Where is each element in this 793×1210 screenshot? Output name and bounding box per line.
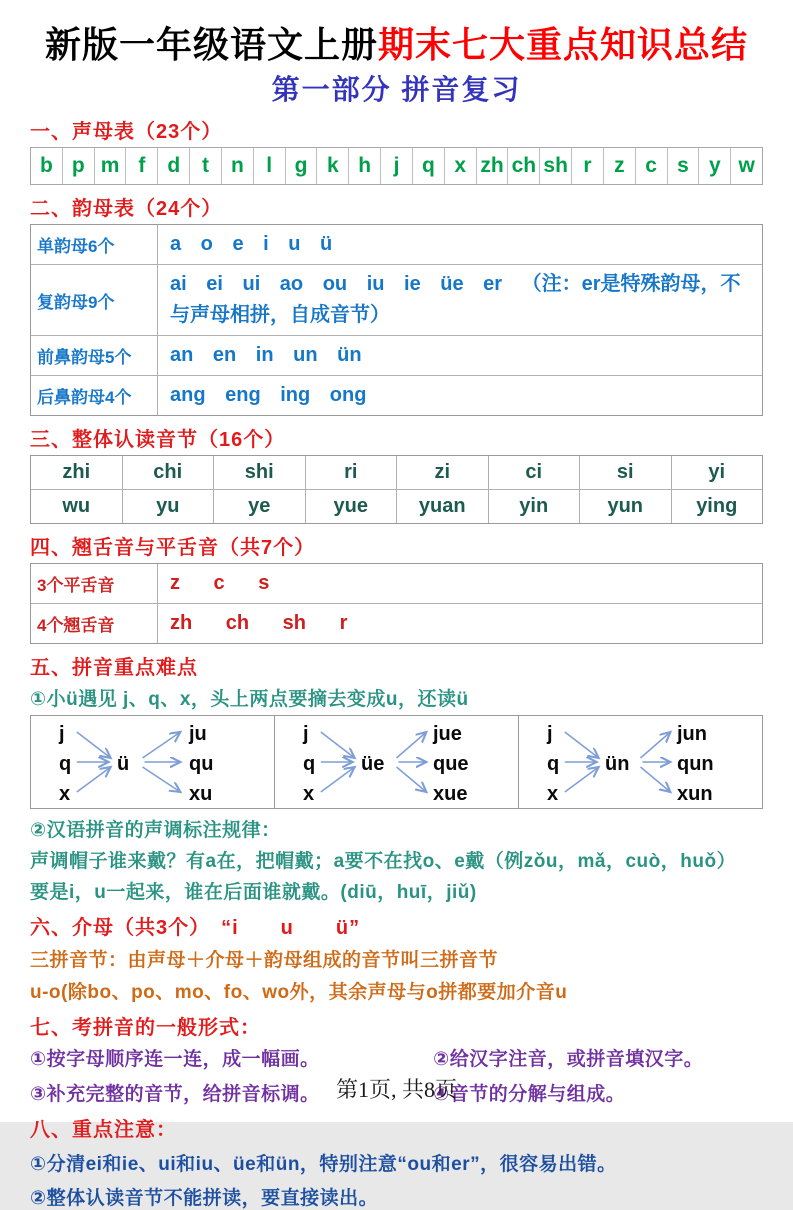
table-row [31,264,762,335]
page-title [30,24,763,65]
result-syllable: xue [433,783,468,806]
row-content: an en in un ün [170,344,362,367]
initial-letter: q [303,753,316,776]
section6-line2: u-o(除bo、po、mo、fo、wo外，其余声母与o拼都要加介音u [30,982,568,1004]
syllable-cell: shi [214,456,306,489]
result-syllable: xun [677,783,713,806]
page-number: 第1页, 共8页 [335,1077,457,1102]
arrow-lines [519,716,762,808]
syllable-cell: ying [696,495,738,518]
initial-cell: zh [477,148,509,184]
initial-cell: j [381,148,413,184]
umlaut-merge-diagram [30,715,763,809]
syllable-cell: yue [306,490,398,523]
page-title-black: 新版一年级语文上册 [44,24,378,65]
syllable-cell: ci [489,456,581,489]
initial-letter: j [547,723,553,746]
row-label: 3个平舌音 [31,564,158,603]
whole-syllable-table [30,455,763,524]
section5-point2: ②汉语拼音的声调标注规律： [30,820,281,842]
initial-cell: t [190,148,222,184]
tone-rule-line2: 要是i，u一起来，谁在后面谁就戴。(diū，huī，jiǔ) [30,882,477,904]
table-row [31,564,762,603]
result-syllable: qu [189,753,214,776]
initial-cell: k [317,148,349,184]
initial-cell: r [572,148,604,184]
syllable-cell: ye [214,490,306,523]
initial-cell: m [95,148,127,184]
syllable-cell: yun [580,490,672,523]
final-letter: ün [605,753,630,776]
section7-heading: 七、考拼音的一般形式： [30,1017,261,1040]
initial-cell: y [699,148,731,184]
section6-heading: 六、介母（共3个） “i u ü” [30,917,361,940]
arrow-lines [275,716,518,808]
row-content: zh ch sh r [170,612,348,635]
syllable-cell: yin [489,490,581,523]
result-syllable: jun [677,723,707,746]
table-row [31,375,762,415]
final-letter: üe [361,753,385,776]
section2-heading: 二、韵母表（24个） [30,198,223,221]
syllable-cell: ri [306,456,398,489]
list-item: ④音节的分解与组成。 [433,1084,626,1106]
initial-cell: s [668,148,700,184]
initial-cell: z [604,148,636,184]
initial-letter: q [59,753,72,776]
list-item: ①分清ei和ie、ui和iu、üe和ün，特别注意“ou和er”，很容易出错。 [30,1154,617,1176]
table-row [31,225,762,264]
initial-letter: x [303,783,315,806]
initial-cell: sh [540,148,572,184]
syllable-cell: wu [31,490,123,523]
initial-cell: g [286,148,318,184]
section8-heading: 八、重点注意： [30,1119,177,1142]
result-syllable: ju [189,723,207,746]
initial-letter: x [547,783,559,806]
initial-cell: b [31,148,63,184]
initial-letter: q [547,753,560,776]
syllable-cell: yi [708,461,726,484]
initials-table [30,147,763,185]
initial-cell: c [636,148,668,184]
initial-letter: j [59,723,65,746]
result-syllable: jue [433,723,462,746]
result-syllable: xu [189,783,213,806]
page-title-red: 期末七大重点知识总结 [378,24,749,65]
table-row [31,335,762,375]
row-content: ang eng ing ong [170,384,367,407]
syllable-cell: zhi [31,456,123,489]
syllable-cell: yuan [397,490,489,523]
initial-cell: q [413,148,445,184]
initial-cell: p [63,148,95,184]
syllable-cell: si [580,456,672,489]
result-syllable: qun [677,753,714,776]
initial-cell: w [738,154,755,178]
row-label: 后鼻韵母4个 [31,376,158,415]
initial-cell: ch [508,148,540,184]
list-item: ③补充完整的音节，给拼音标调。 [30,1084,320,1106]
list-item: ①按字母顺序连一连，成一幅画。 [30,1049,320,1071]
merge-panel-un [519,716,762,808]
initial-cell: x [445,148,477,184]
initial-letter: x [59,783,71,806]
finals-table [30,224,763,416]
list-item: ②整体认读音节不能拼读，要直接读出。 [30,1188,379,1210]
table-row [31,456,762,489]
section1-heading: 一、声母表（23个） [30,121,223,144]
syllable-cell: yu [123,490,215,523]
initial-cell: n [222,148,254,184]
merge-panel-ue [275,716,519,808]
page-subtitle: 第一部分 拼音复习 [271,74,522,106]
key-notes-list [30,1149,763,1210]
table-row [31,603,762,643]
row-label: 单韵母6个 [31,225,158,264]
row-label: 复韵母9个 [31,265,158,335]
syllable-cell: zi [397,456,489,489]
row-content: a o e i u ü [170,233,333,256]
row-label: 4个翘舌音 [31,604,158,643]
initial-cell: d [158,148,190,184]
tone-rule-line1: 声调帽子谁来戴？有a在，把帽戴；a要不在找o、e戴（例zǒu，mǎ，cuò，huǒ） [30,851,737,873]
result-syllable: que [433,753,469,776]
syllable-cell: chi [123,456,215,489]
section6-line1: 三拼音节：由声母＋介母＋韵母组成的音节叫三拼音节 [30,950,499,972]
section4-heading: 四、翘舌音与平舌音（共7个） [30,537,316,560]
initial-cell: h [349,148,381,184]
table-row [31,489,762,523]
initial-letter: j [303,723,309,746]
row-content: ai ei ui ao ou iu ie üe er （注：er是特殊韵母，不与声母相拼，自成音节） [170,273,741,327]
row-content: z c s [170,572,270,595]
list-item: ②给汉字注音，或拼音填汉字。 [433,1049,704,1071]
arrow-lines [31,716,274,808]
section5-point1: ①小ü遇见 j、q、x，头上两点要摘去变成u，还读ü [30,689,469,711]
initial-cell: l [254,148,286,184]
merge-panel-u [31,716,275,808]
section5-heading: 五、拼音重点难点 [30,657,198,680]
initial-cell: f [126,148,158,184]
section3-heading: 三、整体认读音节（16个） [30,429,286,452]
final-letter: ü [117,753,130,776]
tongue-sounds-table [30,563,763,644]
row-label: 前鼻韵母5个 [31,336,158,375]
